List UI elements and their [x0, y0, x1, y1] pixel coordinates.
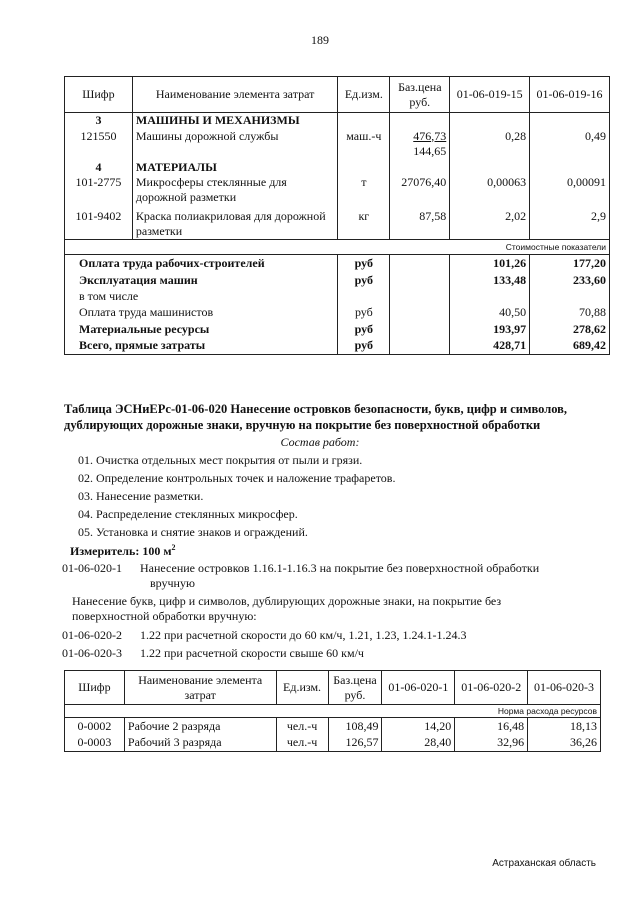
- row-value-2: 2,9: [530, 209, 610, 240]
- work-item: 04. Распределение стеклянных микросфер.: [78, 507, 298, 521]
- summary-value-2: 70,88: [530, 304, 610, 321]
- section-title-line-2: дублирующих дорожные знаки, вручную на покрытие без поверхностной обработки: [64, 418, 541, 432]
- entry-text-continued: вручную: [150, 576, 195, 590]
- summary-row: [65, 304, 610, 321]
- table-header-row: [65, 77, 610, 113]
- summary-name: Материальные ресурсы: [65, 321, 338, 338]
- row-unit: кг: [338, 209, 390, 240]
- header-unit: Ед.изм.: [276, 671, 328, 705]
- cost-indicators-row: [65, 240, 610, 255]
- header-code: Шифр: [65, 77, 133, 113]
- summary-value-2: 689,42: [530, 338, 610, 355]
- row-value-1: 0,00063: [450, 175, 530, 209]
- section-row: [65, 159, 610, 175]
- row-value-2: 32,96: [455, 735, 528, 752]
- header-code: Шифр: [65, 671, 125, 705]
- summary-unit: руб: [338, 255, 390, 272]
- header-col-3: 01-06-020-3: [528, 671, 601, 705]
- entry-text: 1.22 при расчетной скорости свыше 60 км/ч: [140, 646, 364, 660]
- row-value-1: 14,20: [382, 718, 455, 735]
- group-heading: Нанесение букв, цифр и символов, дублирующих дорожные знаки, на покрытие без: [72, 594, 502, 608]
- row-value-3: 36,26: [528, 735, 601, 752]
- section-code: 4: [65, 159, 133, 175]
- entry-code: 01-06-020-3: [62, 646, 122, 660]
- resources-table-020: [64, 670, 601, 752]
- table-row: [65, 128, 610, 144]
- summary-value-1: 193,97: [450, 321, 530, 338]
- summary-row: [65, 272, 610, 289]
- section-row: [65, 113, 610, 129]
- section-title-line-1: Таблица ЭСНиЕРс-01-06-020 Нанесение островков безопасности, букв, цифр и символов,: [64, 402, 568, 416]
- summary-row: [65, 289, 610, 304]
- table-row: [65, 735, 601, 752]
- row-code: 121550: [65, 128, 133, 144]
- row-name: Машины дорожной службы: [132, 128, 337, 144]
- work-item: 02. Определение контрольных точек и наложение трафаретов.: [78, 471, 396, 485]
- resources-table-019: [64, 76, 610, 355]
- row-unit: чел.-ч: [276, 735, 328, 752]
- row-price: 27076,40: [390, 175, 450, 209]
- meter-label: Измеритель: 100 $м^2$: [70, 543, 176, 558]
- work-item: 05. Установка и снятие знаков и ограждений.: [78, 525, 308, 539]
- row-value-3: 18,13: [528, 718, 601, 735]
- entry-text: Нанесение островков 1.16.1-1.16.3 на покрытие без поверхностной обработки: [140, 561, 540, 575]
- row-code: 0-0003: [65, 735, 125, 752]
- row-price: 476,73: [413, 128, 447, 143]
- section-title: МАТЕРИАЛЫ: [132, 159, 337, 175]
- summary-name: в том числе: [65, 289, 338, 304]
- entry-code: 01-06-020-1: [62, 561, 122, 575]
- row-name: Рабочие 2 разряда: [124, 718, 276, 735]
- row-unit: т: [338, 175, 390, 209]
- header-price: Баз.цена руб.: [328, 671, 382, 705]
- table-header-row: [65, 671, 601, 705]
- row-value-1: 2,02: [450, 209, 530, 240]
- norm-label: Норма расхода ресурсов: [65, 705, 601, 718]
- summary-name: Оплата труда рабочих-строителей: [65, 255, 338, 272]
- row-unit: чел.-ч: [276, 718, 328, 735]
- header-col-1: 01-06-020-1: [382, 671, 455, 705]
- summary-value-2: 177,20: [530, 255, 610, 272]
- work-item: 01. Очистка отдельных мест покрытия от пыли и грязи.: [78, 453, 363, 467]
- row-value-1: 28,40: [382, 735, 455, 752]
- page-number: 189: [311, 33, 329, 47]
- summary-unit: руб: [338, 338, 390, 355]
- summary-value-1: 40,50: [450, 304, 530, 321]
- row-unit: маш.-ч: [338, 128, 390, 144]
- summary-unit: руб: [338, 321, 390, 338]
- summary-unit: руб: [338, 304, 390, 321]
- header-unit: Ед.изм.: [338, 77, 390, 113]
- row-name: Микросферы стеклянные для дорожной разметки: [132, 175, 337, 209]
- table-row: [65, 175, 610, 209]
- summary-value-1: 428,71: [450, 338, 530, 355]
- row-code: 101-9402: [65, 209, 133, 240]
- footer-region: Астраханская область: [492, 858, 596, 869]
- summary-value-2: 278,62: [530, 321, 610, 338]
- section-code: 3: [65, 113, 133, 129]
- cost-indicators-label: Стоимостные показатели: [65, 240, 610, 255]
- header-price: Баз.цена руб.: [390, 77, 450, 113]
- row-value-2: 16,48: [455, 718, 528, 735]
- row-code: 101-2775: [65, 175, 133, 209]
- header-col-2: 01-06-020-2: [455, 671, 528, 705]
- table-row-subprice: [65, 144, 610, 159]
- row-price: 108,49: [328, 718, 382, 735]
- entry-text: 1.22 при расчетной скорости до 60 км/ч, 1.21, 1.23, 1.24.1-1.24.3: [140, 628, 467, 642]
- summary-value-1: 133,48: [450, 272, 530, 289]
- row-value-2: 0,49: [530, 128, 610, 144]
- row-value-2: 0,00091: [530, 175, 610, 209]
- header-col-1: 01-06-019-15: [450, 77, 530, 113]
- section-title: МАШИНЫ И МЕХАНИЗМЫ: [132, 113, 337, 129]
- summary-name: Всего, прямые затраты: [65, 338, 338, 355]
- row-value-1: 0,28: [450, 128, 530, 144]
- summary-value-2: 233,60: [530, 272, 610, 289]
- header-name: Наименование элемента затрат: [124, 671, 276, 705]
- row-name: Рабочий 3 разряда: [124, 735, 276, 752]
- summary-value-1: 101,26: [450, 255, 530, 272]
- table-row: [65, 718, 601, 735]
- summary-row: [65, 255, 610, 272]
- entry-code: 01-06-020-2: [62, 628, 122, 642]
- summary-row: [65, 338, 610, 355]
- row-code: 0-0002: [65, 718, 125, 735]
- row-name: Краска полиакриловая для дорожной разметки: [132, 209, 337, 240]
- summary-row: [65, 321, 610, 338]
- header-name: Наименование элемента затрат: [132, 77, 337, 113]
- row-price: 126,57: [328, 735, 382, 752]
- summary-name: Эксплуатация машин: [65, 272, 338, 289]
- row-price-secondary: 144,65: [390, 144, 450, 159]
- row-price: 87,58: [390, 209, 450, 240]
- work-composition-title: Состав работ:: [280, 435, 360, 449]
- work-item: 03. Нанесение разметки.: [78, 489, 204, 503]
- group-heading-continued: поверхностной обработки вручную:: [72, 609, 257, 623]
- summary-name: Оплата труда машинистов: [65, 304, 338, 321]
- norm-label-row: [65, 705, 601, 718]
- table-row: [65, 209, 610, 240]
- summary-unit: руб: [338, 272, 390, 289]
- header-col-2: 01-06-019-16: [530, 77, 610, 113]
